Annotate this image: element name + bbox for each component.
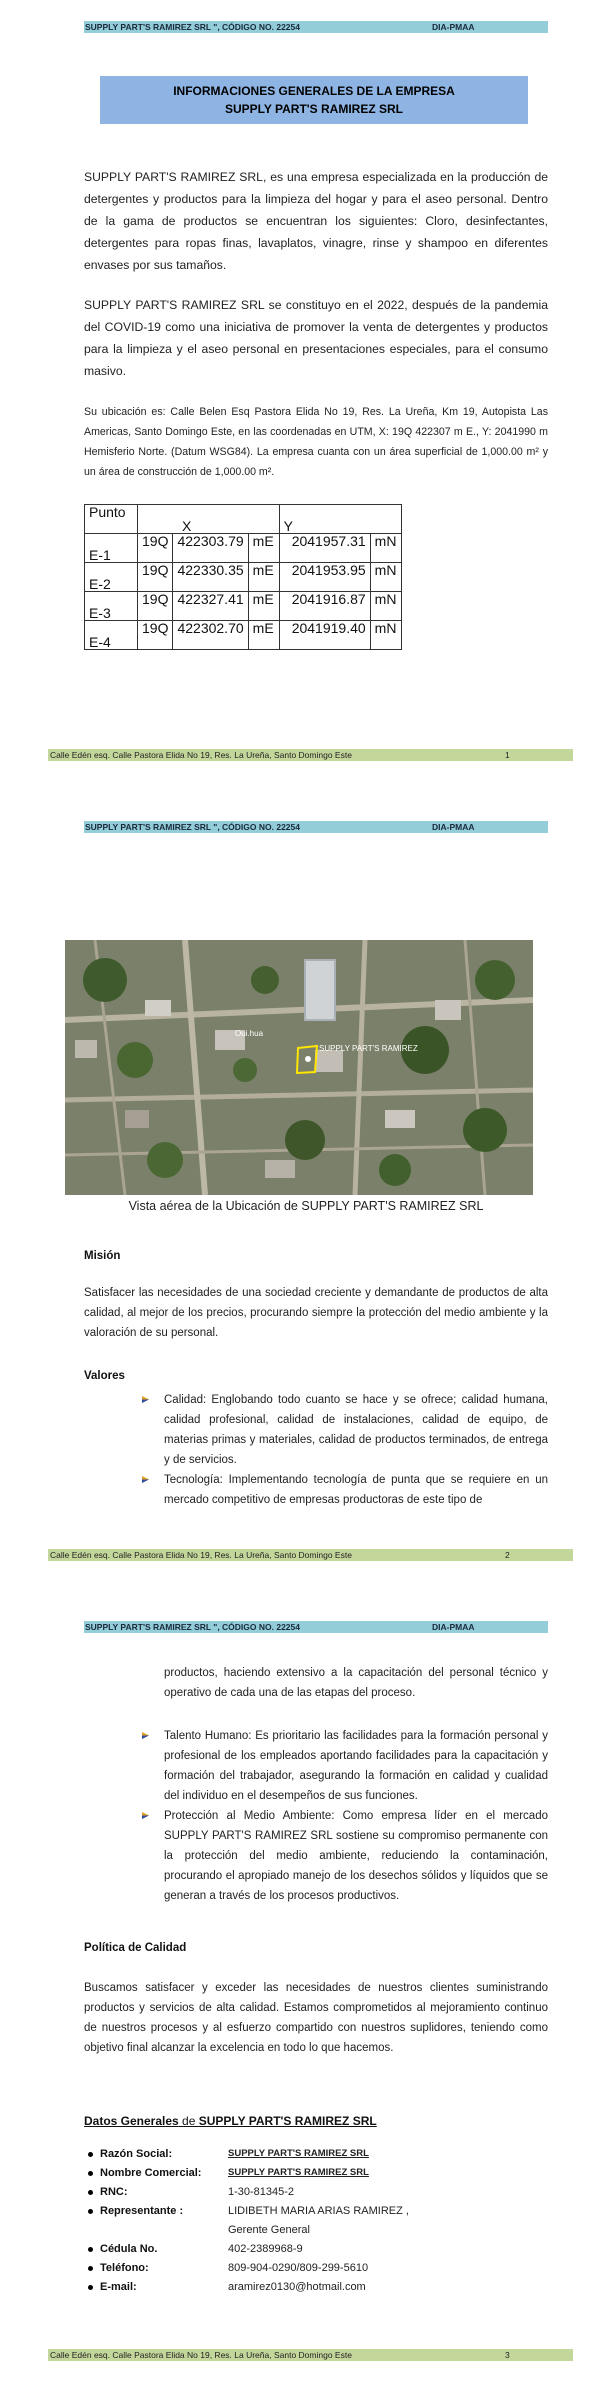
row-x-unit: mE xyxy=(248,592,279,621)
row-y: 2041916.87 xyxy=(279,592,370,621)
list-item xyxy=(164,1806,548,1906)
header-company-code: SUPPLY PART'S RAMIREZ SRL ", CÓDIGO NO. 22254 xyxy=(85,1622,300,1632)
bullet-dot-icon xyxy=(88,2152,93,2157)
valores-list-continued xyxy=(164,1726,548,1906)
page-footer xyxy=(48,749,573,761)
row-x: 422330.35 xyxy=(173,563,248,592)
row-x-unit: mE xyxy=(248,621,279,650)
table-row xyxy=(85,592,402,621)
mision-heading: Misión xyxy=(84,1250,121,1262)
bullet-dot-icon xyxy=(88,2209,93,2214)
coordinates-header-row xyxy=(85,505,402,534)
row-y-unit: mN xyxy=(370,534,401,563)
header-agency: DIA-PMAA xyxy=(432,22,475,32)
page-header xyxy=(84,21,548,33)
email-label: E-mail: xyxy=(100,2281,137,2293)
row-y: 2041957.31 xyxy=(279,534,370,563)
header-agency: DIA-PMAA xyxy=(432,822,475,832)
footer-address: Calle Edén esq. Calle Pastora Elida No 19, Res. La Ureña, Santo Domingo Este xyxy=(50,750,352,760)
row-zone: 19Q xyxy=(138,592,173,621)
bullet-dot-icon xyxy=(88,2285,93,2290)
list-item xyxy=(84,2146,548,2164)
row-punto: E-4 xyxy=(85,621,138,650)
table-row xyxy=(85,534,402,563)
razon-label: Razón Social: xyxy=(100,2148,173,2160)
tel-value: 809-904-0290/809-299-5610 xyxy=(228,2262,369,2274)
valor-tecnologia-continuation: productos, haciendo extensivo a la capacitación del personal técnico y operativo de cada una de las etapas del proceso. xyxy=(164,1667,548,1699)
bullet-dot-icon xyxy=(88,2190,93,2195)
bullet-dot-icon xyxy=(88,2266,93,2271)
list-item xyxy=(84,2279,548,2297)
list-item xyxy=(84,2241,548,2259)
row-x: 422302.70 xyxy=(173,621,248,650)
valor-tecnologia: Tecnología: Implementando tecnología de punta que se requiere en un mercado competitivo de empresas productoras de este tipo de xyxy=(164,1474,548,1506)
row-zone: 19Q xyxy=(138,621,173,650)
aerial-label-b: SUPPLY PART'S RAMIREZ xyxy=(319,1044,418,1053)
page-footer xyxy=(48,1549,573,1561)
datos-heading-b: de xyxy=(178,2114,199,2128)
rnc-value: 1-30-81345-2 xyxy=(228,2186,295,2198)
row-y-unit: mN xyxy=(370,621,401,650)
list-item xyxy=(164,1390,548,1470)
table-row xyxy=(85,621,402,650)
row-y-unit: mN xyxy=(370,563,401,592)
valor-ambiente: Protección al Medio Ambiente: Como empresa líder en el mercado SUPPLY PART'S RAMIREZ SRL sostiene su compromiso permanente con la protección del medio ambiente, reduciendo la contaminación, procurando el apropiado manejo de los desechos sólidos y líquidos que se generan a través de los procesos productivos. xyxy=(164,1810,548,1902)
list-item xyxy=(84,2260,548,2278)
nombre-label: Nombre Comercial: xyxy=(100,2167,202,2179)
page-footer xyxy=(48,2349,573,2361)
list-item xyxy=(164,1726,548,1806)
row-x: 422327.41 xyxy=(173,592,248,621)
row-zone: 19Q xyxy=(138,534,173,563)
row-y: 2041919.40 xyxy=(279,621,370,650)
datos-heading xyxy=(84,2114,377,2128)
row-x: 422303.79 xyxy=(173,534,248,563)
bullet-arrow-icon xyxy=(142,1476,149,1483)
bullet-dot-icon xyxy=(88,2171,93,2176)
row-punto: E-2 xyxy=(85,563,138,592)
tel-label: Teléfono: xyxy=(100,2262,149,2274)
footer-address: Calle Edén esq. Calle Pastora Elida No 19, Res. La Ureña, Santo Domingo Este xyxy=(50,1550,352,1560)
row-x-unit: mE xyxy=(248,563,279,592)
email-value[interactable]: aramirez0130@hotmail.com xyxy=(228,2281,366,2293)
coordinates-table xyxy=(84,504,402,650)
bullet-arrow-icon xyxy=(142,1396,149,1403)
mision-text: Satisfacer las necesidades de una sociedad creciente y demandante de productos de alta calidad, al mejor de los precios, procurando siempre la protección del medio ambiente y la valoración de su personal. xyxy=(84,1287,548,1339)
bullet-dot-icon xyxy=(88,2247,93,2252)
cedula-value: 402-2389968-9 xyxy=(228,2243,303,2255)
header-company-code: SUPPLY PART'S RAMIREZ SRL ", CÓDIGO NO. 22254 xyxy=(85,22,300,32)
title-line-2: SUPPLY PART'S RAMIREZ SRL xyxy=(225,102,403,116)
list-item xyxy=(84,2203,548,2221)
rnc-label: RNC: xyxy=(100,2186,128,2198)
footer-address: Calle Edén esq. Calle Pastora Elida No 19, Res. La Ureña, Santo Domingo Este xyxy=(50,2350,352,2360)
location-paragraph: Su ubicación es: Calle Belen Esq Pastora Elida No 19, Res. La Ureña, Km 19, Autopista Las Americas, Santo Domingo Este, en las coordenadas en UTM, X: 19Q 422307 m E., Y: 2041990 m Hemisferio Norte. (Datum WSG84). La empresa cuanta con un área superficial de 1,000.00 m² y un área de construcción de 1,000.00 m². xyxy=(84,406,548,478)
header-punto: Punto xyxy=(85,505,138,534)
page-title xyxy=(100,76,528,124)
list-item xyxy=(84,2165,548,2183)
row-x-unit: mE xyxy=(248,534,279,563)
razon-value: SUPPLY PART'S RAMIREZ SRL xyxy=(228,2148,369,2159)
nombre-value: SUPPLY PART'S RAMIREZ SRL xyxy=(228,2167,369,2178)
politica-heading: Política de Calidad xyxy=(84,1942,187,1954)
list-item xyxy=(84,2184,548,2202)
bullet-arrow-icon xyxy=(142,1812,149,1819)
aerial-caption: Vista aérea de la Ubicación de SUPPLY PART'S RAMIREZ SRL xyxy=(128,1199,484,1213)
row-y: 2041953.95 xyxy=(279,563,370,592)
intro-paragraph-1: SUPPLY PART'S RAMIREZ SRL, es una empresa especializada en la producción de detergentes y productos para la limpieza del hogar y para el aseo personal. Dentro de la gama de productos se encuentran los siguientes: Cloro, desinfectantes, detergentes para ropas finas, lavaplatos, vinagre, rinse y shampoo en diferentes envases por sus tamaños. xyxy=(84,170,548,272)
datos-heading-a: Datos Generales xyxy=(84,2114,179,2128)
footer-page-number: 2 xyxy=(505,1550,510,1560)
rep-value: LIDIBETH MARIA ARIAS RAMIREZ , xyxy=(228,2205,409,2217)
header-agency: DIA-PMAA xyxy=(432,1622,475,1632)
cedula-label: Cédula No. xyxy=(100,2243,158,2255)
bullet-arrow-icon xyxy=(142,1732,149,1739)
rep-role: Gerente General xyxy=(228,2224,310,2236)
datos-heading-c: SUPPLY PART'S RAMIREZ SRL xyxy=(198,2114,377,2128)
rep-label: Representante : xyxy=(100,2205,184,2217)
row-y-unit: mN xyxy=(370,592,401,621)
header-y: Y xyxy=(279,505,401,534)
header-x: X xyxy=(138,505,280,534)
title-line-1: INFORMACIONES GENERALES DE LA EMPRESA xyxy=(173,84,455,98)
valores-heading: Valores xyxy=(84,1370,125,1382)
table-row xyxy=(85,563,402,592)
intro-paragraph-2: SUPPLY PART'S RAMIREZ SRL se constituyo en el 2022, después de la pandemia del COVID-19 como una iniciativa de promover la venta de detergentes y productos para la limpieza y el aseo personal en presentaciones especiales, para el consumo masivo. xyxy=(84,298,548,378)
page-header xyxy=(84,821,548,833)
footer-page-number: 1 xyxy=(505,750,510,760)
aerial-label-a: Oui.hua xyxy=(235,1029,264,1038)
list-item xyxy=(164,1470,548,1510)
valor-talento: Talento Humano: Es prioritario las facilidades para la formación personal y profesional de los empleados aportando facilidades para la capacitación y formación del trabajador, asegurando la formación en calidad y cualidad del individuo en el desempeños de sus funciones. xyxy=(164,1730,548,1802)
aerial-photo-drawing xyxy=(65,940,533,1195)
aerial-photo xyxy=(65,940,533,1195)
valores-list xyxy=(164,1390,548,1510)
row-punto: E-3 xyxy=(85,592,138,621)
politica-text: Buscamos satisfacer y exceder las necesidades de nuestros clientes suministrando productos y servicios de alta calidad. Estamos comprometidos al mejoramiento continuo de nuestros procesos y al esfuerzo compartido con nuestros suplidores, teniendo como objetivo final alcanzar la excelencia en todo lo que hacemos. xyxy=(84,1982,548,2054)
page-header xyxy=(84,1621,548,1633)
row-punto: E-1 xyxy=(85,534,138,563)
row-zone: 19Q xyxy=(138,563,173,592)
list-item xyxy=(84,2222,548,2240)
valor-calidad: Calidad: Englobando todo cuanto se hace y se ofrece; calidad humana, calidad profesional, calidad de instalaciones, calidad de equipo, de materias primas y materiales, calidad de productos terminados, de entrega y de servicios. xyxy=(164,1394,548,1466)
footer-page-number: 3 xyxy=(505,2350,510,2360)
header-company-code: SUPPLY PART'S RAMIREZ SRL ", CÓDIGO NO. 22254 xyxy=(85,822,300,832)
